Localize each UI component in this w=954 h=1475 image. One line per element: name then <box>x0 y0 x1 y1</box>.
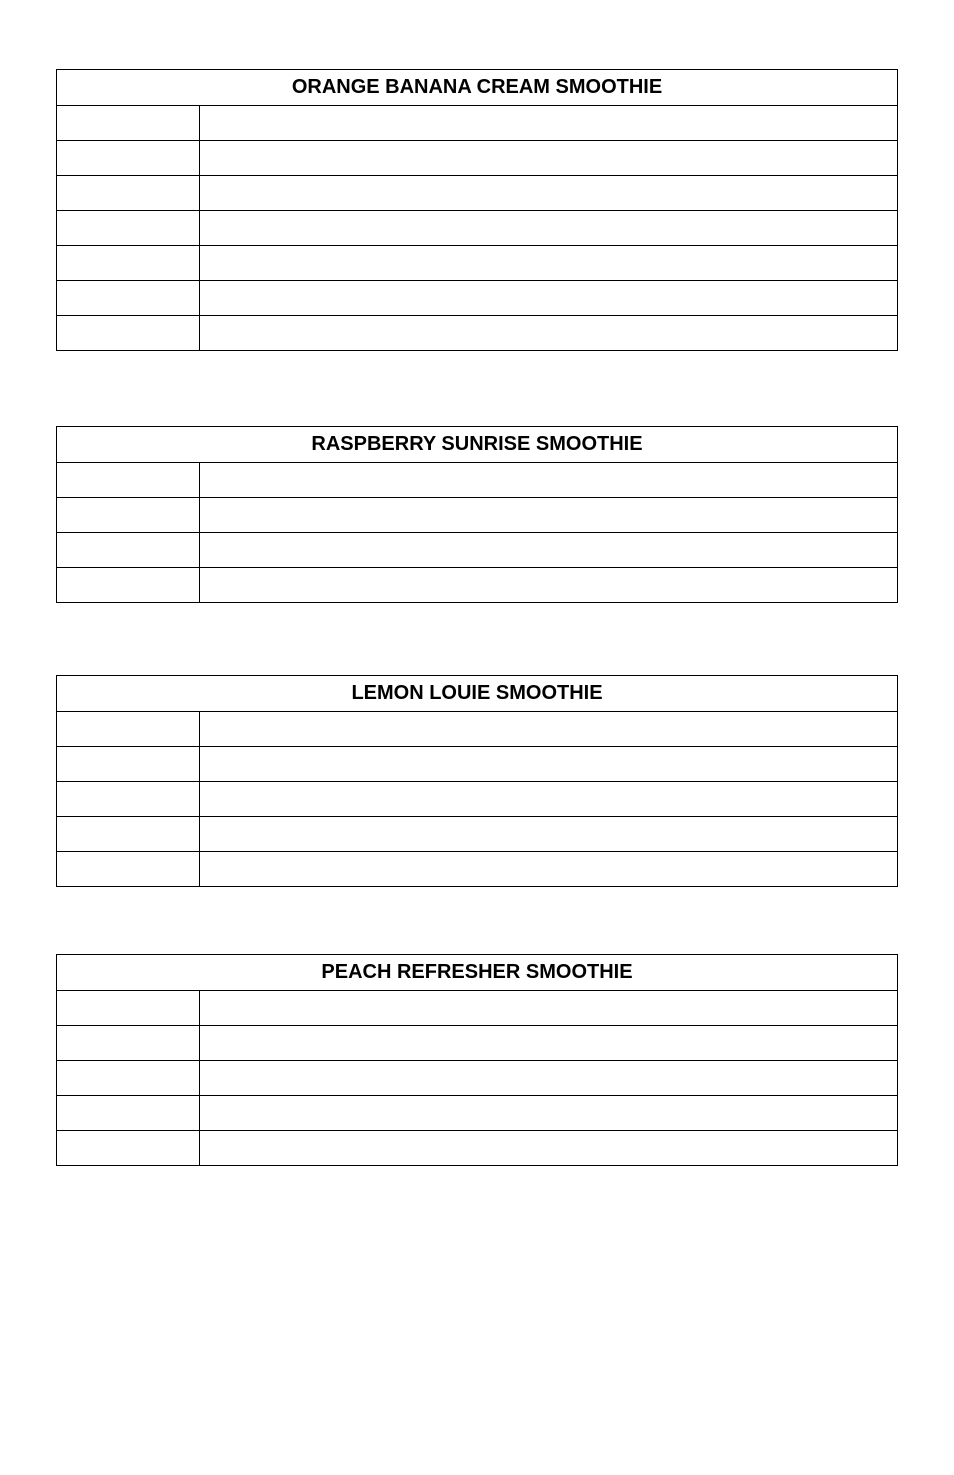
ingredient-cell <box>200 1026 898 1061</box>
recipe-rows <box>57 991 898 1166</box>
ingredient-cell <box>200 1096 898 1131</box>
table-row <box>57 852 898 887</box>
quantity-cell <box>57 246 200 281</box>
ingredient-cell <box>200 747 898 782</box>
table-row <box>57 991 898 1026</box>
table-row <box>57 782 898 817</box>
table-row <box>57 498 898 533</box>
recipe-rows <box>57 106 898 351</box>
recipe-rows <box>57 463 898 603</box>
table-row <box>57 141 898 176</box>
quantity-cell <box>57 533 200 568</box>
table-row <box>57 533 898 568</box>
ingredient-cell <box>200 498 898 533</box>
ingredient-cell <box>200 281 898 316</box>
table-row <box>57 211 898 246</box>
recipe-table-peach-refresher <box>56 954 898 1166</box>
quantity-cell <box>57 1131 200 1166</box>
quantity-cell <box>57 712 200 747</box>
recipe-title: ORANGE BANANA CREAM SMOOTHIE <box>57 70 898 106</box>
recipe-table-raspberry-sunrise <box>56 426 898 603</box>
quantity-cell <box>57 141 200 176</box>
table-row <box>57 281 898 316</box>
ingredient-cell <box>200 106 898 141</box>
ingredient-cell <box>200 568 898 603</box>
ingredient-cell <box>200 712 898 747</box>
recipe-rows <box>57 712 898 887</box>
ingredient-cell <box>200 246 898 281</box>
quantity-cell <box>57 568 200 603</box>
quantity-cell <box>57 1026 200 1061</box>
table-row <box>57 176 898 211</box>
quantity-cell <box>57 782 200 817</box>
ingredient-cell <box>200 782 898 817</box>
table-row <box>57 106 898 141</box>
table-row <box>57 817 898 852</box>
table-row <box>57 463 898 498</box>
quantity-cell <box>57 747 200 782</box>
quantity-cell <box>57 281 200 316</box>
recipe-title: LEMON LOUIE SMOOTHIE <box>57 676 898 712</box>
ingredient-cell <box>200 1061 898 1096</box>
ingredient-cell <box>200 176 898 211</box>
table-row <box>57 316 898 351</box>
quantity-cell <box>57 1061 200 1096</box>
quantity-cell <box>57 852 200 887</box>
quantity-cell <box>57 211 200 246</box>
table-row <box>57 1096 898 1131</box>
ingredient-cell <box>200 463 898 498</box>
table-row <box>57 1131 898 1166</box>
quantity-cell <box>57 1096 200 1131</box>
ingredient-cell <box>200 852 898 887</box>
quantity-cell <box>57 463 200 498</box>
recipe-title: RASPBERRY SUNRISE SMOOTHIE <box>57 427 898 463</box>
table-row <box>57 568 898 603</box>
ingredient-cell <box>200 991 898 1026</box>
table-row <box>57 1026 898 1061</box>
table-row <box>57 246 898 281</box>
quantity-cell <box>57 316 200 351</box>
ingredient-cell <box>200 316 898 351</box>
ingredient-cell <box>200 817 898 852</box>
recipe-table-orange-banana-cream <box>56 69 898 351</box>
quantity-cell <box>57 991 200 1026</box>
quantity-cell <box>57 498 200 533</box>
ingredient-cell <box>200 533 898 568</box>
quantity-cell <box>57 106 200 141</box>
ingredient-cell <box>200 1131 898 1166</box>
table-row <box>57 712 898 747</box>
table-row <box>57 1061 898 1096</box>
quantity-cell <box>57 176 200 211</box>
recipe-title: PEACH REFRESHER SMOOTHIE <box>57 955 898 991</box>
quantity-cell <box>57 817 200 852</box>
ingredient-cell <box>200 211 898 246</box>
table-row <box>57 747 898 782</box>
recipe-table-lemon-louie <box>56 675 898 887</box>
ingredient-cell <box>200 141 898 176</box>
